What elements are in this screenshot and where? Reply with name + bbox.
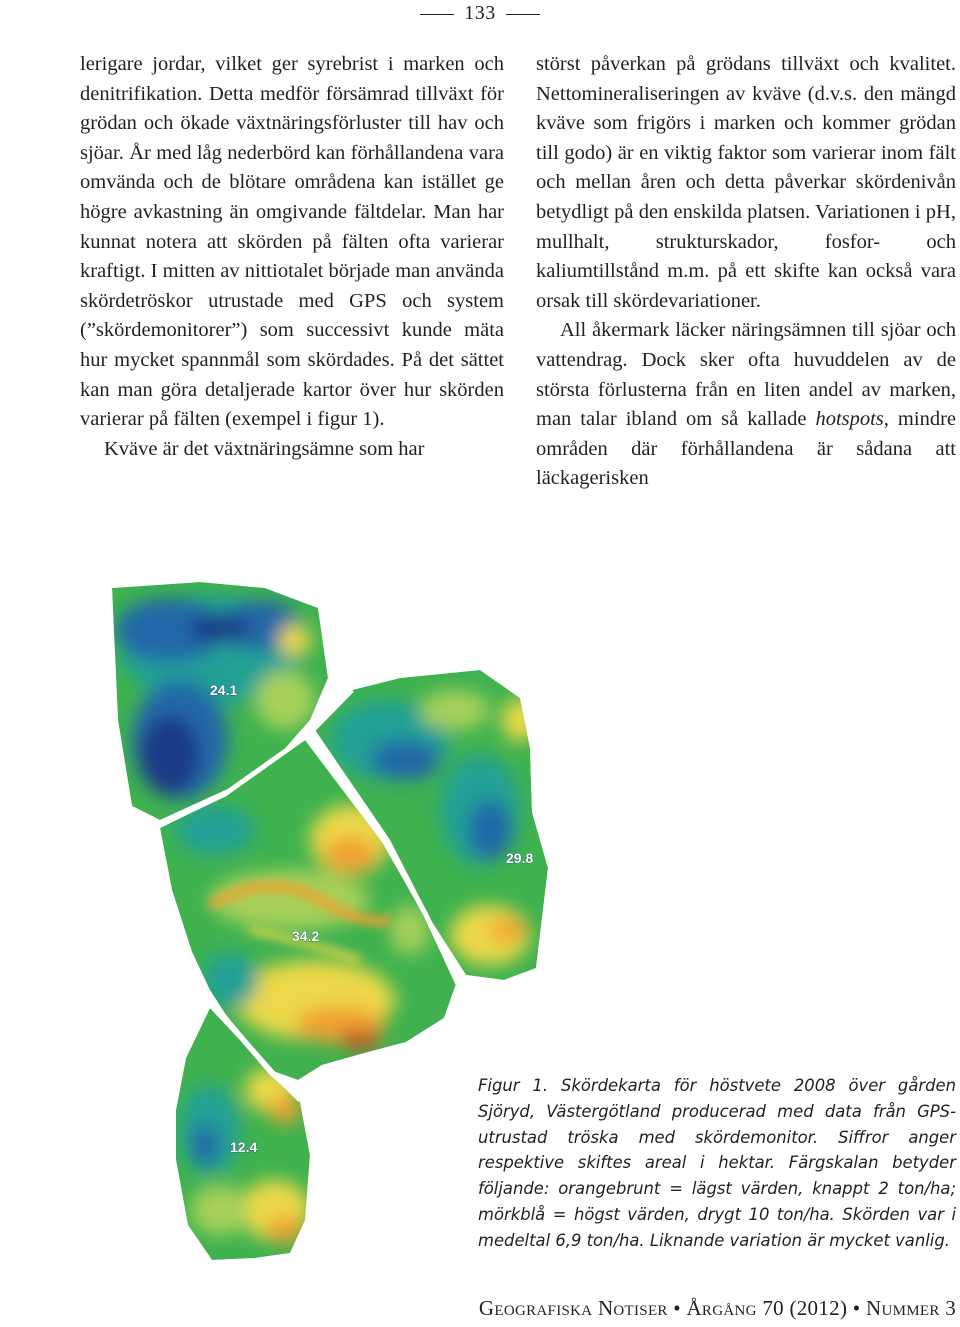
parcel-label-center: 34.2	[292, 928, 320, 944]
parcel-label-ne: 29.8	[506, 850, 534, 866]
hotspots-term: hotspots	[815, 408, 884, 431]
right-paragraph-2-end: , mindre områden där förhållandena är sådana att läckagerisken	[536, 408, 956, 490]
right-paragraph-1: störst påverkan på grödans tillväxt och kvalitet. Nettomineraliseringen av kväve (d.v.s. den mängd kväve som frigörs i marken och kommer grödan till godo) är en viktig faktor som varierar inom fält och mellan åren och detta påverkar skördenivån betydligt på den enskilda platsen. Variationen i pH, mullhalt, strukturskador, fosfor- och kaliumtillstånd m.m. på ett skifte kan också vara orsak till skördevariationer.	[536, 53, 956, 312]
right-paragraph-2	[536, 316, 956, 494]
left-paragraph-2: Kväve är det växtnäringsämne som har	[104, 437, 425, 460]
right-paragraph-2-start: All åkermark läcker näringsämnen till sjöar och vattendrag. Dock sker ofta huvuddelen av de största förlusterna från en liten andel av marken, man talar ibland om så kallade	[536, 319, 956, 431]
page-number	[0, 2, 960, 25]
parcel-label-south: 12.4	[230, 1139, 258, 1155]
rule-right	[506, 14, 540, 15]
running-footer: Geografiska Notiser • Årgång 70 (2012) • Nummer 3	[478, 1296, 956, 1320]
right-column	[536, 50, 956, 494]
parcel-label-nw: 24.1	[210, 682, 238, 698]
left-column	[80, 50, 504, 464]
figure-caption: Figur 1. Skördekarta för höstvete 2008 över gården Sjöryd, Västergötland producerad med data från GPS-utrustad tröska med skördemonitor. Siffror anger respektive skiftes areal i hektar. Färgskalan betyder följande: orangebrunt = lägst värden, knappt 2 ton/ha; mörkblå = högst värden, drygt 10 ton/ha. Skörden var i medeltal 6,9 ton/ha. Liknande variation är mycket vanlig.	[478, 1076, 956, 1250]
page-number-text: 133	[464, 2, 496, 24]
rule-left	[420, 14, 454, 15]
left-paragraph-1: lerigare jordar, vilket ger syrebrist i marken och denitrifikation. Detta medför försämrad tillväxt för grödan och ökade växtnäringsförluster till hav och sjöar. År med låg nederbörd kan förhållandena vara omvända och de blötare områdena kan istället ge högre avkastning än omgivande fältdelar. Man har kunnat notera att skörden på fälten ofta varierar kraftigt. I mitten av nittiotalet började man använda skördetröskor utrustade med GPS och system (”skördemonitorer”) som successivt kunde mäta hur mycket spannmål som skördades. På det sättet kan man göra detaljerade kartor över hur skörden varierar på fälten (exempel i figur 1).	[80, 53, 504, 431]
